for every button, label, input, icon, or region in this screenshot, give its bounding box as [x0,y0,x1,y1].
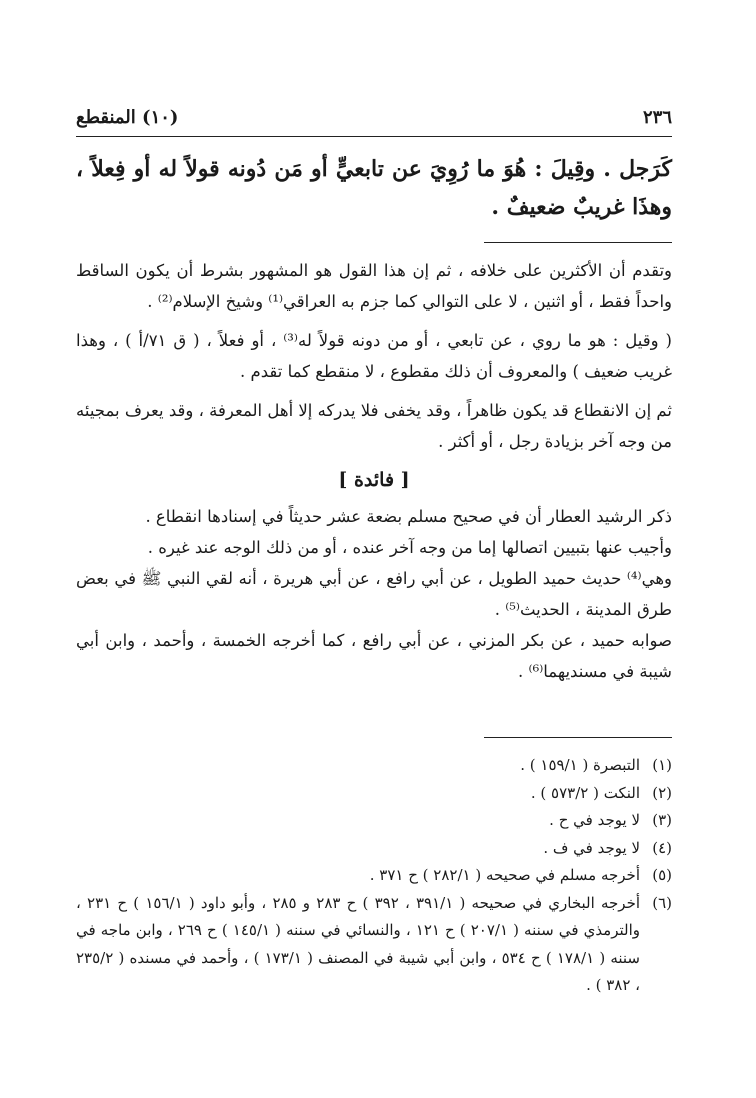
chapter-title: (١٠) المنقطع [76,107,179,128]
footnote-number: (٤) [652,838,672,857]
commentary-paragraph: ثم إن الانقطاع قد يكون ظاهراً ، وقد يخفى فلا يدركه إلا أهل المعرفة ، وقد يعرف بمجيئه من وجه آخر بزيادة رجل ، أو أكثر . [76,401,672,451]
main-text: كَرَجل . وقِيلَ : هُوَ ما رُوِيَ عن تابعيٍّ أو مَن دُونه قولاً له أو فِعلاً ، وهذَا غريبٌ ضعيفٌ . [76,156,672,220]
divider-footnotes [484,737,672,738]
footnote-number: (٦) [652,893,672,912]
page-header [76,106,672,137]
footnote-text: أخرجه البخاري في صحيحه ( ٣٩١/١ ، ٣٩٢ ) ح ٢٨٣ و ٢٨٥ ، وأبو داود ( ١٥٦/١ ) ح ٢٣١ ، والترمذي في سننه ( ٢٠٧/١ ) ح ١٢١ ، والنسائي في سننه ( ١٤٥/١ ) ح ٢٦٩ ، وابن ماجه في سننه ( ١٧٨/١ ) ح ٥٣٤ ، وابن أبي شيبة في المصنف ( ١٧٣/١ ) ، وأحمد في مسنده ( ٢٣٥/٢ ، ٣٨٢ ) . [76,893,641,994]
commentary-paragraph: وتقدم أن الأكثرين على خلافه ، ثم إن هذا القول هو المشهور بشرط أن يكون الساقط واحداً فقط ، أو اثنين ، لا على التوالي كما جزم به العراقي⁽¹⁾ وشيخ الإسلام⁽²⁾ . [76,261,673,311]
faida-paragraph: صوابه حميد ، عن بكر المزني ، عن أبي رافع ، كما أخرجه الخمسة ، وأحمد ، وابن أبي شيبة في مسنديهما⁽⁶⁾ . [76,631,672,681]
footnote-item [76,807,672,835]
faida-heading: [ فائدة ] [338,469,410,491]
footnote-number: (٣) [652,811,672,829]
footnote-item [76,780,672,808]
footnote-item [76,862,672,890]
footnote-item [76,835,672,863]
footnotes-list [76,752,672,1000]
footnote-number: (٥) [652,866,672,884]
footnote-item [76,890,672,1000]
footnote-text: النكت ( ٥٧٣/٢ ) . [530,783,640,802]
commentary-paragraph: ( وقيل : هو ما روي ، عن تابعي ، أو من دونه قولاً له⁽³⁾ ، أو فعلاً ، ( ق ٧١/أ ) ، وهذا غريب ضعيف ) والمعروف أن ذلك مقطوع ، لا منقطع كما تقدم . [76,331,672,381]
commentary-section [76,255,672,695]
footnote-number: (١) [652,756,672,774]
page-number: ٢٣٦ [642,107,672,128]
footnote-text: لا يوجد في ح . [549,811,640,829]
faida-paragraph: وأجيب عنها بتبيين اتصالها إما من وجه آخر عنده ، أو من ذلك الوجه عند غيره . [147,538,672,557]
footnote-text: لا يوجد في ف . [543,838,640,857]
footnote-item [76,752,672,780]
footnote-number: (٢) [652,783,672,802]
faida-paragraph: ذكر الرشيد العطار أن في صحيح مسلم بضعة عشر حديثاً في إسنادها انقطاع . [145,507,672,526]
footnote-text: أخرجه مسلم في صحيحه ( ٢٨٢/١ ) ح ٣٧١ . [369,866,640,884]
divider-main [484,242,672,243]
footnote-text: التبصرة ( ١٥٩/١ ) . [520,756,640,774]
faida-paragraph: وهي⁽⁴⁾ حديث حميد الطويل ، عن أبي رافع ، عن أبي هريرة ، أنه لقي النبي ﷺ في بعض طرق المدينة ، الحديث⁽⁵⁾ . [76,569,672,619]
